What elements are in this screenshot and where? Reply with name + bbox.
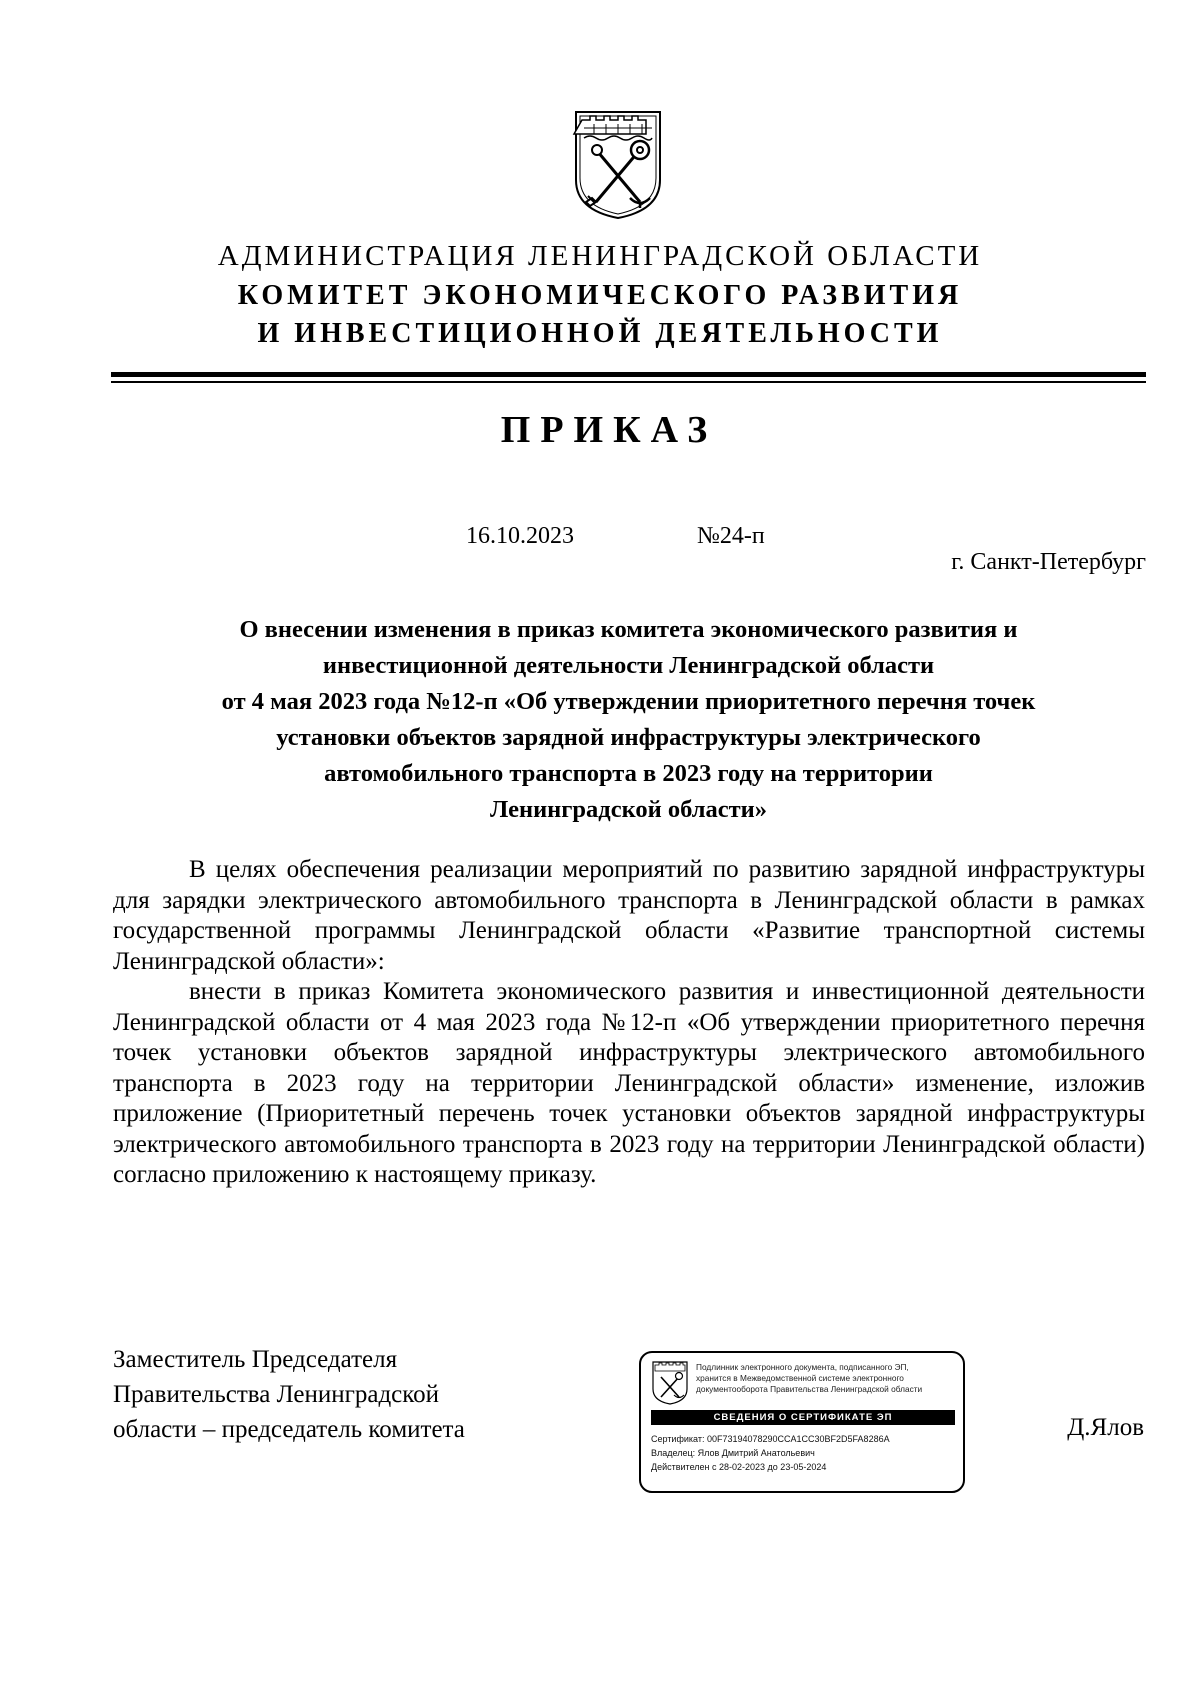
subject-line: инвестиционной деятельности Ленинградской области xyxy=(322,652,935,679)
signatory-position-line: Заместитель Председателя xyxy=(113,1346,398,1373)
stamp-emblem-icon xyxy=(651,1361,689,1405)
signatory-position-line: Правительства Ленинградской xyxy=(113,1381,440,1408)
subject-line: О внесении изменения в приказ комитета экономического развития и xyxy=(239,616,1018,643)
order-number: №24-п xyxy=(697,523,765,549)
committee-name-line1: КОМИТЕТ ЭКОНОМИЧЕСКОГО РАЗВИТИЯ xyxy=(237,280,963,311)
stamp-storage-note xyxy=(696,1362,961,1395)
document-type-title: ПРИКАЗ xyxy=(500,409,718,451)
order-city: г. Санкт-Петербург xyxy=(951,549,1146,575)
signatory-name: Д.Ялов xyxy=(1067,1414,1144,1441)
signatory-position-line: области – председатель комитета xyxy=(113,1416,465,1443)
subject-line: от 4 мая 2023 года №12-п «Об утверждении приоритетного перечня точек xyxy=(221,688,1036,715)
stamp-note-line: хранится в Межведомственной системе электронного xyxy=(696,1373,904,1383)
stamp-certificate-info xyxy=(651,1432,890,1474)
administration-name: АДМИНИСТРАЦИЯ ЛЕНИНГРАДСКОЙ ОБЛАСТИ xyxy=(217,240,983,272)
committee-name-line2: И ИНВЕСТИЦИОННОЙ ДЕЯТЕЛЬНОСТИ xyxy=(257,318,943,349)
subject-line: Ленинградской области» xyxy=(489,796,768,823)
coat-of-arms-icon xyxy=(572,110,664,220)
header-divider-thin xyxy=(111,381,1146,383)
electronic-signature-stamp xyxy=(639,1351,965,1493)
stamp-certificate-header: СВЕДЕНИЯ О СЕРТИФИКАТЕ ЭП xyxy=(651,1410,955,1425)
stamp-note-line: документооборота Правительства Ленинградской области xyxy=(696,1384,923,1394)
stamp-validity: Действителен с 28-02-2023 до 23-05-2024 xyxy=(651,1462,827,1472)
subject-line: автомобильного транспорта в 2023 году на территории xyxy=(324,760,933,787)
stamp-certificate-id: Сертификат: 00F73194078290CCA1CC30BF2D5FA8286A xyxy=(651,1434,890,1444)
header-divider-thick xyxy=(111,372,1146,377)
signatory-position xyxy=(113,1342,465,1447)
stamp-owner: Владелец: Ялов Дмитрий Анатольевич xyxy=(651,1448,815,1458)
body-paragraph-purpose: В целях обеспечения реализации мероприятий по развитию зарядной инфраструктуры для зарядки электрического автомобильного транспорта в Ленинградской области в рамках государственной программы Ленинградской области «Развитие транспортной системы Ленинградской области»: xyxy=(113,856,1145,975)
order-body xyxy=(113,855,1145,1191)
body-paragraph-directive: внести в приказ Комитета экономического развития и инвестиционной деятельности Ленинградской области от 4 мая 2023 года №12-п «Об утверждении приоритетного перечня точек установки объектов зарядной инфраструктуры электрического автомобильного транспорта в 2023 году на территории Ленинградской области» изменение, изложив приложение (Приоритетный перечень точек установки объектов зарядной инфраструктуры электрического автомобильного транспорта в 2023 году на территории Ленинградской области) согласно приложению к настоящему приказу. xyxy=(113,978,1145,1188)
order-subject xyxy=(111,612,1146,828)
order-date: 16.10.2023 xyxy=(466,523,574,549)
subject-line: установки объектов зарядной инфраструктуры электрического xyxy=(276,724,981,751)
stamp-note-line: Подлинник электронного документа, подписанного ЭП, xyxy=(696,1362,909,1372)
